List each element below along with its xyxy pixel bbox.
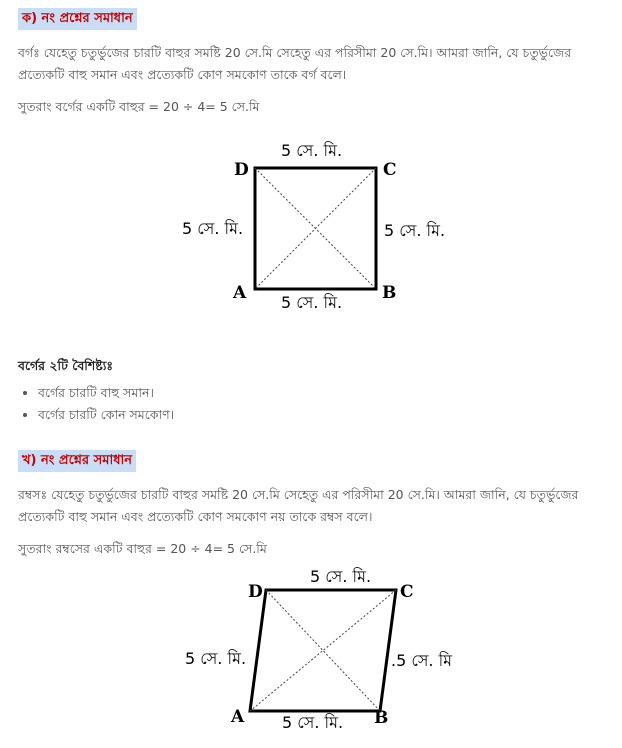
section-b-heading: খ) নং প্রশ্নের সমাধান [18,450,136,472]
square-side-bottom-label: 5 সে. মি. [281,293,343,312]
square-side-top-label: 5 সে. মি. [281,141,343,160]
rhombus-side-right-label: .5 সে. মি [391,651,453,670]
feature-item: • বর্গের চারটি কোন সমকোণ। [38,404,174,426]
square-side-left-label: 5 সে. মি. [182,219,244,238]
square-vertex-d: D [234,160,249,180]
square-side-right-label: 5 সে. মি. [384,221,446,240]
rhombus-side-top-label: 5 সে. মি. [310,567,372,586]
rhombus-diagonal-ca [250,590,396,711]
rhombus-vertex-b: B [374,708,389,728]
section-b-paragraph: রম্বসঃ যেহেতু চতুর্ভুজের চারটি বাহুর সমষ্টি 20 সে.মি সেহেতু এর পরিসীমা 20 সে.মি। আমরা জানি, যে চতুর্ভুজের প্রত্যেকটি বাহু সমান এবং প্রত্যেকটি কোণ সমকোণ নয় তাকে রম্বস বলে। [18,487,579,524]
rhombus-figure [0,560,622,748]
rhombus-vertex-a: A [231,707,245,727]
features-list [18,382,174,426]
section-a-side-calculation: সুতরাং বর্গের একটি বাহুর = 20 ÷ 4= 5 সে.মি [18,99,260,114]
section-b-side-calculation: সুতরাং রম্বসের একটি বাহুর = 20 ÷ 4= 5 সে.মি [18,541,267,556]
section-a-paragraph: বর্গঃ যেহেতু চতুর্ভুজের চারটি বাহুর সমষ্টি 20 সে.মি সেহেতু এর পরিসীমা 20 সে.মি। আমরা জানি, যে চতুর্ভুজের প্রত্যেকটি বাহু সমান এবং প্রত্যেকটি কোণ সমকোণ তাকে বর্গ বলে। [18,45,572,82]
rhombus-side-bottom-label: 5 সে. মি. [282,713,344,732]
square-vertex-b: B [382,283,397,303]
square-figure [0,130,622,330]
rhombus-vertex-c: C [400,582,414,602]
rhombus-diagonal-db [266,590,380,711]
rhombus-side-left-label: 5 সে. মি. [185,649,247,668]
section-a-heading: ক) নং প্রশ্নের সমাধান [18,8,137,30]
square-vertex-c: C [383,160,397,180]
feature-item: • বর্গের চারটি বাহু সমান। [38,382,174,404]
features-title: বর্গের ২টি বৈশিষ্ট্যঃ [18,358,114,373]
rhombus-vertex-d: D [248,582,263,602]
square-vertex-a: A [233,283,247,303]
